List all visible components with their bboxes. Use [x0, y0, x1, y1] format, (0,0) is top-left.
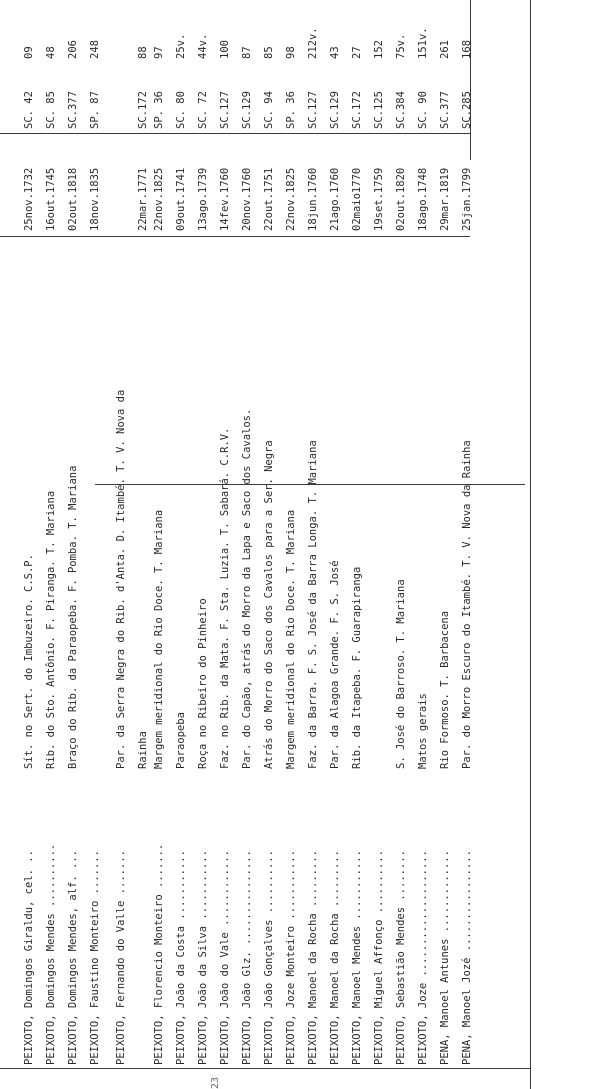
- grant-date: 22nov.1825: [285, 167, 297, 231]
- person-name: PEIXOTO, João do Vale ............: [219, 850, 231, 1065]
- location-text: Roça no Ribeiro do Pinheiro: [197, 598, 209, 769]
- folio-number: 88: [137, 46, 149, 59]
- person-name: PEIXOTO, Fernando do Valle .......: [115, 850, 127, 1065]
- grant-date: 19set.1759: [373, 167, 385, 231]
- grant-date: 16out.1745: [45, 167, 57, 231]
- person-name: PEIXOTO, João Gonçalves ..........: [263, 850, 275, 1065]
- folio-number: 25v.: [175, 33, 187, 59]
- location-text: Rib. do Sto. Antônio. F. Piranga. T. Mariana: [45, 490, 57, 769]
- location-text: Atrás do Morro do Saco dos Cavalos para a Ser. Negra: [263, 440, 275, 769]
- folio-number: 100: [219, 40, 231, 59]
- source-reference: SC.377: [67, 91, 79, 129]
- folio-number: 152: [373, 40, 385, 59]
- folio-number: 48: [45, 46, 57, 59]
- grant-date: 22out.1751: [263, 167, 275, 231]
- source-reference: SC. 90: [417, 91, 429, 129]
- person-name: PEIXOTO, Miguel Affonço ..........: [373, 850, 385, 1065]
- source-reference: SC. 42: [23, 91, 35, 129]
- folio-number: 168: [461, 40, 473, 59]
- location-text: Rib. da Itapeba. F. Guarapiranga: [351, 566, 363, 769]
- location-text: Faz. no Rib. da Mata. F. Sta. Luzia. T. Sabará. C.R.V.: [219, 427, 231, 769]
- grant-date: 20nov.1760: [241, 167, 253, 231]
- source-reference: SP. 36: [285, 91, 297, 129]
- location-text: Paraopeba: [175, 712, 187, 769]
- person-name: PEIXOTO, Faustino Monteiro .......: [89, 850, 101, 1065]
- location-text: Par. do Morro Escuro do Itambé. T. V. Nova da Rainha: [461, 440, 473, 769]
- folio-number: 75v.: [395, 33, 407, 59]
- table-row: [392, 0, 410, 1089]
- source-reference: SC.129: [241, 91, 253, 129]
- table-row: [86, 0, 104, 1089]
- location-text: Sít. no Sert. do Imbuzeiro. C.S.P.: [23, 554, 35, 769]
- source-reference: SC.285: [461, 91, 473, 129]
- folio-number: 97: [153, 46, 165, 59]
- source-reference: SC. 72: [197, 91, 209, 129]
- folio-number: 261: [439, 40, 451, 59]
- person-name: PENA, Manoel Jozé ................: [461, 850, 473, 1065]
- folio-number: 206: [67, 40, 79, 59]
- person-name: PEIXOTO, João da Costa ...........: [175, 850, 187, 1065]
- person-name: PEIXOTO, Manoel da Rocha .........: [307, 850, 319, 1065]
- table-row: [282, 0, 300, 1089]
- folio-number: 43: [329, 46, 341, 59]
- table-row: [20, 0, 38, 1089]
- location-text: Rio Formoso. T. Barbacena: [439, 610, 451, 769]
- folio-number: 151v.: [417, 27, 429, 59]
- table-row: [348, 0, 366, 1089]
- source-reference: SC.127: [219, 91, 231, 129]
- location-text: Matos gerais: [417, 693, 429, 769]
- location-text: Margem meridional do Rio Doce. T. Mariana: [285, 509, 297, 769]
- location-text: Par. da Serra Negra do Rib. d'Anta. D. Itambé. T. V. Nova da: [115, 389, 127, 769]
- person-name: PEIXOTO, Joze Monteiro ...........: [285, 850, 297, 1065]
- grant-date: 09out.1741: [175, 167, 187, 231]
- grant-date: 29mar.1819: [439, 167, 451, 231]
- folio-number: 44v.: [197, 33, 209, 59]
- table-row: [260, 0, 278, 1089]
- folio-number: 87: [241, 46, 253, 59]
- table-row: [172, 0, 190, 1089]
- grant-date: 02out.1820: [395, 167, 407, 231]
- person-name: PEIXOTO, João da Silva ...........: [197, 850, 209, 1065]
- person-name: PEIXOTO, Joze ....................: [417, 850, 429, 1065]
- source-reference: SC.172: [137, 91, 149, 129]
- source-reference: SC.172: [351, 91, 363, 129]
- grant-date: 18nov.1835: [89, 167, 101, 231]
- table-row: [112, 0, 130, 1089]
- table-row: [150, 0, 168, 1089]
- source-reference: SP. 87: [89, 91, 101, 129]
- grant-date: 02out.1818: [67, 167, 79, 231]
- person-name: PEIXOTO, Manoel Mendes ...........: [351, 850, 363, 1065]
- source-reference: SC.377: [439, 91, 451, 129]
- person-name: PEIXOTO, Sebastião Mendes ........: [395, 850, 407, 1065]
- location-text: Braço do Rib. da Paraopeba. F. Pomba. T. Mariana: [67, 465, 79, 769]
- location-text: Par. da Alagoa Grande. F. S. José: [329, 560, 341, 769]
- person-name: PEIXOTO, Manoel da Rocha .........: [329, 850, 341, 1065]
- folio-number: 09: [23, 46, 35, 59]
- table-row: [64, 0, 82, 1089]
- grant-date: 22nov.1825: [153, 167, 165, 231]
- folio-number: 98: [285, 46, 297, 59]
- folio-number: 212v.: [307, 27, 319, 59]
- source-reference: SC. 85: [45, 91, 57, 129]
- person-name: PEIXOTO, João Glz. ...............: [241, 850, 253, 1065]
- folio-number: 85: [263, 46, 275, 59]
- table-row: [458, 0, 476, 1089]
- page-number: 23: [210, 1076, 221, 1089]
- person-name: PEIXOTO, Domingos Mendes ..........: [45, 843, 57, 1065]
- source-reference: SC. 80: [175, 91, 187, 129]
- grant-date: 02maio1770: [351, 167, 363, 231]
- table-row: [216, 0, 234, 1089]
- grant-date: 13ago.1739: [197, 167, 209, 231]
- source-reference: SC.129: [329, 91, 341, 129]
- person-name: PENA, Manoel Antunes .............: [439, 850, 451, 1065]
- location-text: S. José do Barroso. T. Mariana: [395, 579, 407, 769]
- grant-date: 25nov.1732: [23, 167, 35, 231]
- folio-number: 248: [89, 40, 101, 59]
- source-reference: SC.125: [373, 91, 385, 129]
- person-name: PEIXOTO, Domingos Mendes, alf. ...: [67, 850, 79, 1065]
- folio-number: 27: [351, 46, 363, 59]
- table-row: [436, 0, 454, 1089]
- source-reference: SC.127: [307, 91, 319, 129]
- location-text: Rainha: [137, 731, 149, 769]
- person-name: PEIXOTO, Florencio Monteiro .......: [153, 843, 165, 1065]
- table-row: [304, 0, 322, 1089]
- source-reference: SC. 94: [263, 91, 275, 129]
- table-row: [370, 0, 388, 1089]
- source-reference: SP. 36: [153, 91, 165, 129]
- table-row: [238, 0, 256, 1089]
- source-reference: SC.384: [395, 91, 407, 129]
- grant-date: 18ago.1748: [417, 167, 429, 231]
- table-row: [194, 0, 212, 1089]
- location-text: Faz. da Barra. F. S. José da Barra Longa. T. Mariana: [307, 440, 319, 769]
- location-text: Par. do Capão, atrás do Morro da Lapa e Saco dos Cavalos.: [241, 408, 253, 769]
- table-row: [42, 0, 60, 1089]
- grant-date: 25jan.1799: [461, 167, 473, 231]
- person-name: PEIXOTO, Domingos Giraldu, cel. ..: [23, 850, 35, 1065]
- grant-date: 21ago.1760: [329, 167, 341, 231]
- grant-date: 18jun.1760: [307, 167, 319, 231]
- table-row: [326, 0, 344, 1089]
- table-row: [414, 0, 432, 1089]
- grant-date: 14fev.1760: [219, 167, 231, 231]
- location-text: Margem meridional do Rio Doce. T. Mariana: [153, 509, 165, 769]
- grant-date: 22mar.1771: [137, 167, 149, 231]
